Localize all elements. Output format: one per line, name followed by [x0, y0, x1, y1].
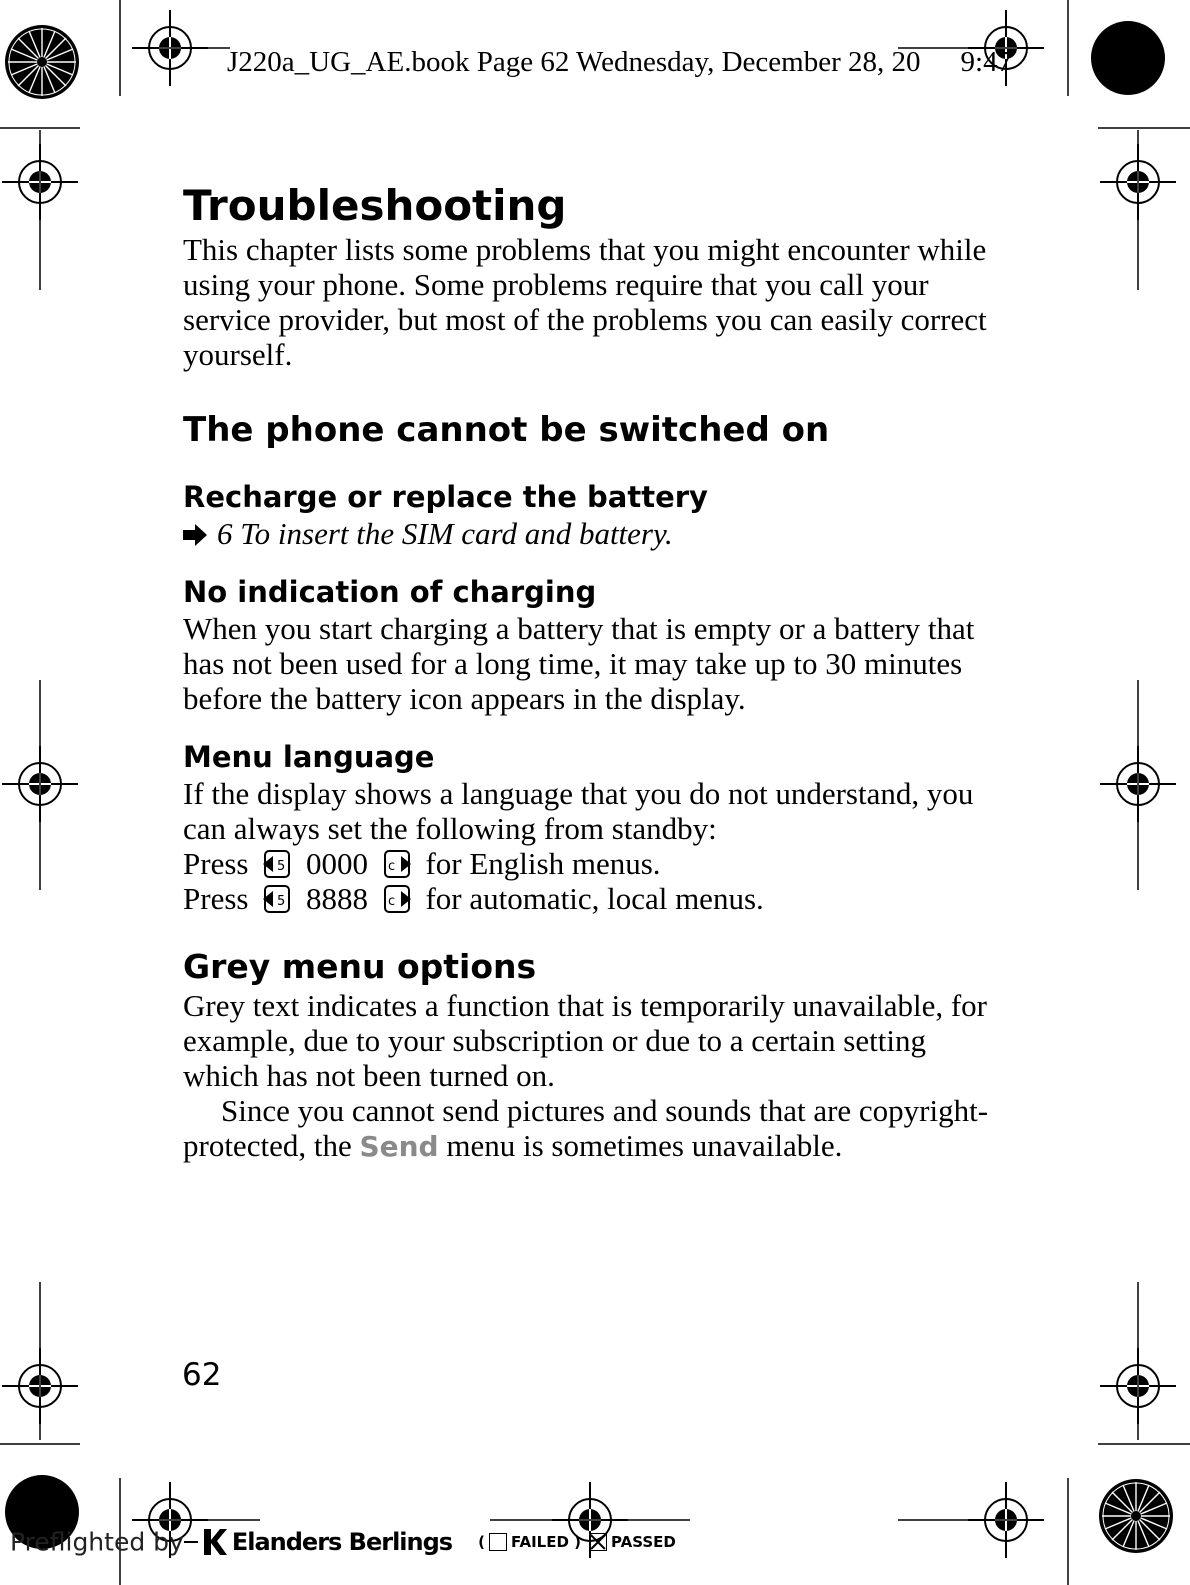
battery-heading: Recharge or replace the battery	[183, 480, 708, 514]
passed-checkbox	[589, 1533, 607, 1551]
send-menu-label: Send	[359, 1130, 439, 1163]
svg-text:c: c	[387, 894, 395, 909]
grey-subsection	[183, 946, 1003, 1164]
right-softkey-icon	[382, 884, 412, 914]
page-content	[183, 180, 1003, 1164]
preflight-footer: Preflighted by Elanders Berlings ( FAILED ) PASSED	[10, 1527, 676, 1557]
svg-text:c: c	[387, 859, 395, 874]
arrow-right-icon	[183, 524, 207, 546]
battery-subsection	[183, 478, 1003, 551]
battery-reference	[183, 516, 1003, 551]
star-target-icon	[1099, 1479, 1173, 1553]
press-label: Press	[183, 846, 249, 881]
grey-heading: Grey menu options	[183, 947, 537, 986]
svg-text:5: 5	[277, 894, 286, 909]
auto-menus-line	[183, 881, 1003, 916]
intro-paragraph: This chapter lists some problems that you might encounter while using your phone. Some problems require that you call your service provider, but most of the problems you can easily correct yourself.	[183, 232, 987, 372]
star-target-icon	[5, 25, 79, 99]
grey-body-2-start: Since you cannot send pictures and sounds that are copyright-protected, the	[183, 1093, 989, 1163]
solid-target-icon	[1091, 21, 1165, 95]
auto-code: 8888	[305, 881, 368, 916]
grey-body: Grey text indicates a function that is temporarily unavailable, for example, due to your subscription or due to a certain setting which has not been turned on.	[183, 988, 988, 1093]
passed-label: PASSED	[611, 1533, 676, 1551]
grey-body-2-end: menu is sometimes unavailable.	[446, 1128, 843, 1163]
english-code: 0000	[305, 846, 368, 881]
english-menus-line	[183, 846, 1003, 881]
language-heading: Menu language	[183, 740, 435, 774]
vendor-logo-icon	[202, 1527, 228, 1557]
language-subsection	[183, 738, 1003, 916]
left-softkey-icon	[262, 884, 292, 914]
left-softkey-icon	[262, 849, 292, 879]
section-title: The phone cannot be switched on	[183, 410, 830, 450]
failed-label: FAILED	[510, 1533, 569, 1551]
vendor-name: Elanders Berlings	[231, 1528, 453, 1556]
file-info-time: 9:47	[960, 46, 1013, 78]
page-title: Troubleshooting	[183, 181, 567, 230]
charging-subsection	[183, 573, 1003, 716]
grey-body-2	[183, 1093, 1003, 1164]
right-softkey-icon	[382, 849, 412, 879]
preflight-label: Preflighted by	[10, 1527, 184, 1557]
press-label: Press	[183, 881, 249, 916]
battery-reference-link[interactable]: 6 To insert the SIM card and battery.	[217, 516, 673, 551]
failed-checkbox	[489, 1533, 507, 1551]
auto-menus-text: for automatic, local menus.	[425, 881, 764, 916]
page-number: 62	[182, 1357, 222, 1393]
charging-body: When you start charging a battery that is empty or a battery that has not been used for a long time, it may take up to 30 minutes before the battery icon appears in the display.	[183, 611, 975, 716]
file-info-header	[227, 46, 1012, 79]
svg-text:5: 5	[277, 859, 286, 874]
english-menus-text: for English menus.	[425, 846, 661, 881]
language-body: If the display shows a language that you do not understand, you can always set the following from standby:	[183, 776, 974, 846]
file-info-text: J220a_UG_AE.book Page 62 Wednesday, December 28, 20	[227, 46, 921, 78]
charging-heading: No indication of charging	[183, 575, 597, 609]
